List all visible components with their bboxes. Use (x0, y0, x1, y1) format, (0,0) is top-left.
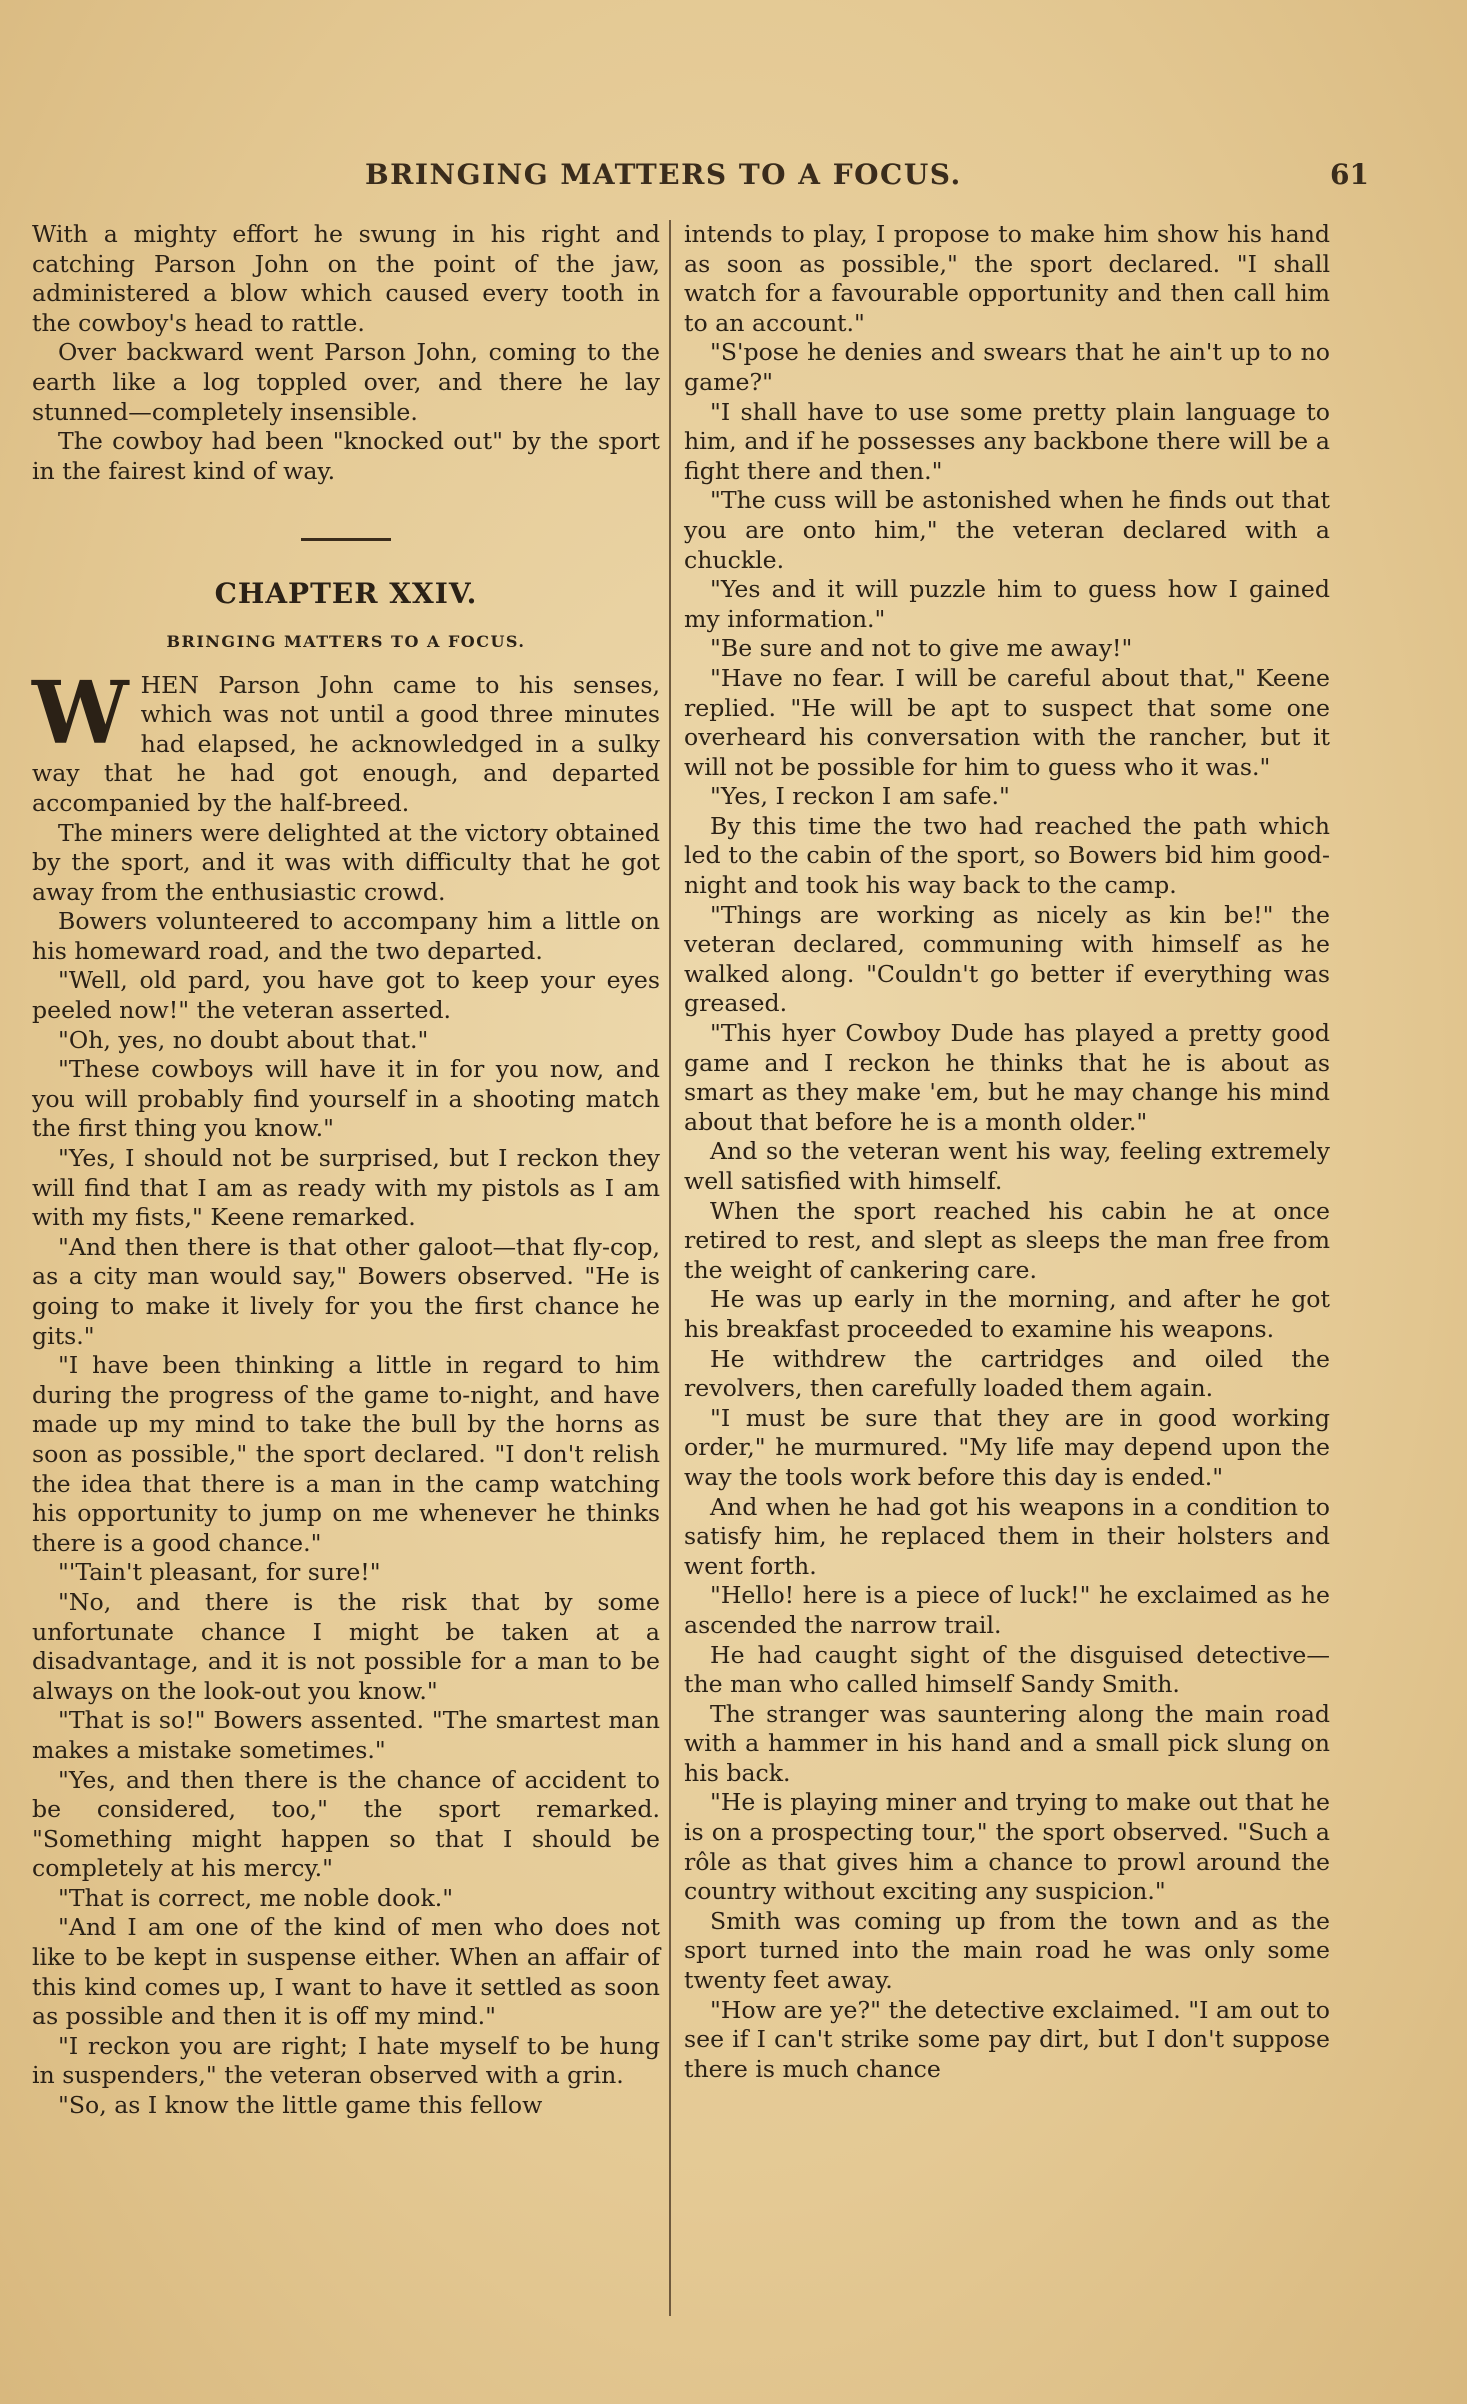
paragraph: "Yes and it will puzzle him to guess how I gained my information." (684, 575, 1330, 633)
page-header (40, 158, 1397, 198)
paragraph: "No, and there is the risk that by some unfortunate chance I might be taken at a disadvantage, and it is not possible for a man to be always on the look-out you know." (32, 1587, 660, 1705)
paragraph: "Hello! here is a piece of luck!" he exclaimed as he ascended the narrow trail. (684, 1581, 1330, 1639)
paragraph: With a mighty effort he swung in his right and catching Parson John on the point of the jaw, administered a blow which caused every tooth in the cowboy's head to rattle. (32, 220, 660, 337)
paragraph: "So, as I know the little game this fellow (58, 2091, 543, 2120)
drop-cap: W (32, 662, 129, 764)
paragraph: "And I am one of the kind of men who does not like to be kept in suspense either. When an affair of this kind comes up, I want to have it settled as soon as possible and then it is off my mind." (32, 1913, 660, 2031)
opening-text: HEN Parson John came to his senses, which was not until a good three minutes had elapsed, he acknowledged in a sulky way that he had got enough, and departed accompanied by the half-breed. (32, 670, 660, 817)
paragraph: "Well, old pard, you have got to keep your eyes peeled now!" the veteran asserted. (32, 966, 660, 1025)
paragraph: "Yes, I reckon I am safe." (710, 782, 1010, 811)
paragraph: "How are ye?" the detective exclaimed. "I am out to see if I can't strike some pay dirt, but I don't suppose there is much chance (684, 1995, 1330, 2083)
paragraph: "These cowboys will have it in for you now, and you will probably find yourself in a shooting match the first thing you know." (32, 1055, 660, 1143)
paragraph: "This hyer Cowboy Dude has played a pretty good game and I reckon he thinks that he is about as smart as they make 'em, but he may change his mind about that before he is a month older." (684, 1019, 1330, 1136)
chapter-heading: CHAPTER XXIV. (214, 577, 478, 611)
paragraph: By this time the two had reached the path which led to the cabin of the sport, so Bowers bid him good-night and took his way back to the camp. (684, 811, 1330, 900)
paragraph: "I shall have to use some pretty plain language to him, and if he possesses any backbone there will be a fight there and then." (684, 397, 1330, 485)
paragraph: Over backward went Parson John, coming to the earth like a log toppled over, and there he lay stunned—completely insensible. (32, 338, 660, 426)
paragraph: "Yes, I should not be surprised, but I reckon they will find that I am as ready with my pistols as I am with my fists," Keene remarked. (32, 1144, 660, 1232)
page-number: 61 (1330, 158, 1369, 191)
paragraph: intends to play, I propose to make him show his hand as soon as possible," the sport declared. "I shall watch for a favourable opportunity and then call him to an account." (684, 220, 1330, 337)
paragraph: The stranger was sauntering along the main road with a hammer in his hand and a small pick slung on his back. (684, 1699, 1330, 1787)
paragraph: "The cuss will be astonished when he finds out that you are onto him," the veteran declared with a chuckle. (684, 486, 1330, 574)
left-column (32, 220, 660, 2121)
paragraph: "That is correct, me noble dook." (58, 1883, 454, 1912)
paragraph: "Have no fear. I will be careful about that," Keene replied. "He will be apt to suspect that some one overheard his conversation with the rancher, but it will not be possible for him to guess who it was." (684, 663, 1330, 781)
paragraph: The miners were delighted at the victory obtained by the sport, and it was with difficulty that he got away from the enthusiastic crowd. (32, 818, 660, 906)
chapter-separator-rule (301, 538, 391, 541)
paragraph: And so the veteran went his way, feeling extremely well satisfied with himself. (684, 1137, 1330, 1195)
paragraph: Smith was coming up from the town and as the sport turned into the main road he was only some twenty feet away. (684, 1906, 1330, 1995)
paragraph: "I have been thinking a little in regard to him during the progress of the game to-night, and have made up my mind to take the bull by the horns as soon as possible," the sport declared. "I don't relish the idea that there is a man in the camp watching his opportunity to jump on me whenever he thinks there is a good chance." (32, 1351, 660, 1557)
paragraph: When the sport reached his cabin he at once retired to rest, and slept as sleeps the man free from the weight of cankering care. (684, 1196, 1330, 1284)
right-column (684, 220, 1330, 2084)
paragraph: "He is playing miner and trying to make out that he is on a prospecting tour," the sport observed. "Such a rôle as that gives him a chance to prowl around the country without exciting any suspicion." (684, 1788, 1330, 1906)
paragraph: "Yes, and then there is the chance of accident to be considered, too," the sport remarked. "Something might happen so that I should be completely at his mercy." (32, 1765, 660, 1883)
paragraph: "I reckon you are right; I hate myself to be hung in suspenders," the veteran observed with a grin. (32, 2031, 660, 2090)
paragraph: "S'pose he denies and swears that he ain't up to no game?" (684, 338, 1330, 396)
paragraph: "Be sure and not to give me away!" (710, 634, 1133, 663)
paragraph: Bowers volunteered to accompany him a little on his homeward road, and the two departed. (32, 907, 660, 965)
paragraph: He withdrew the cartridges and oiled the revolvers, then carefully loaded them again. (684, 1344, 1330, 1403)
paragraph: The cowboy had been "knocked out" by the sport in the fairest kind of way. (32, 427, 660, 485)
paragraph: "Things are working as nicely as kin be!" the veteran declared, communing with himself as he walked along. "Couldn't go better if everything was greased. (684, 900, 1330, 1018)
paragraph: He was up early in the morning, and after he got his breakfast proceeded to examine his weapons. (684, 1285, 1330, 1343)
paragraph: And when he had got his weapons in a condition to satisfy him, he replaced them in their holsters and went forth. (684, 1492, 1330, 1580)
chapter-subtitle: BRINGING MATTERS TO A FOCUS. (166, 631, 526, 651)
paragraph: "That is so!" Bowers assented. "The smartest man makes a mistake sometimes." (32, 1706, 660, 1764)
chapter-opening-paragraph (32, 662, 660, 819)
paragraph: "And then there is that other galoot—that fly-cop, as a city man would say," Bowers observed. "He is going to make it lively for you the first chance he gits." (32, 1232, 660, 1350)
paragraph: He had caught sight of the disguised detective—the man who called himself Sandy Smith. (684, 1640, 1330, 1699)
paragraph: "'Tain't pleasant, for sure!" (58, 1558, 381, 1587)
running-title: BRINGING MATTERS TO A FOCUS. (365, 158, 962, 191)
paragraph: "Oh, yes, no doubt about that." (58, 1025, 429, 1054)
column-divider (669, 220, 671, 2316)
paragraph: "I must be sure that they are in good working order," he murmured. "My life may depend upon the way the tools work before this day is ended." (684, 1403, 1330, 1491)
